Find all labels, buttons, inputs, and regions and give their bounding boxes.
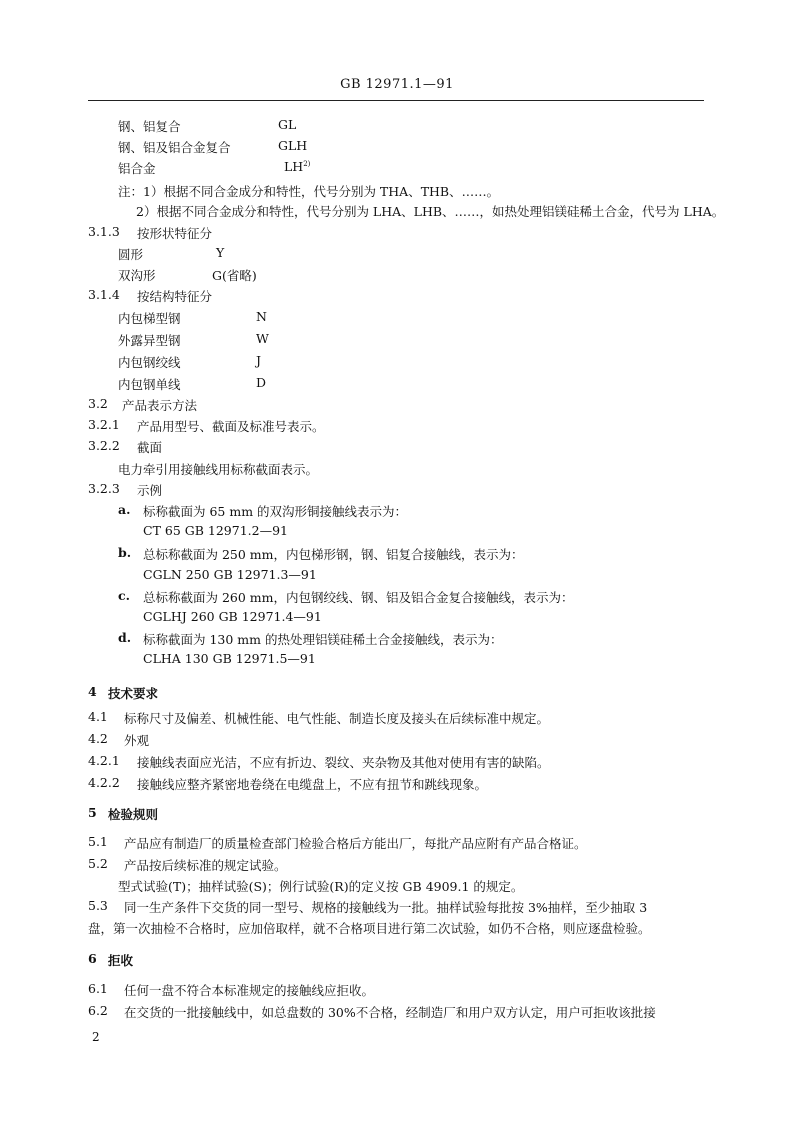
section-text: 任何一盘不符合本标准规定的接触线应拒收。 xyxy=(124,983,375,998)
example-code: CGLN 250 GB 12971.3—91 xyxy=(143,567,317,582)
example-label: d. xyxy=(118,630,132,645)
section-text: 电力牵引用接触线用标称截面表示。 xyxy=(118,462,319,477)
section-text: 在交货的一批接触线中，如总盘数的 30%不合格，经制造厂和用户双方认定，用户可拒收该批接 xyxy=(124,1005,656,1020)
section-text: 标称尺寸及偏差、机械性能、电气性能、制造长度及接头在后续标准中规定。 xyxy=(124,711,550,726)
item-name: 内包钢单线 xyxy=(118,377,181,392)
header-rule xyxy=(88,100,704,101)
item-code: Y xyxy=(216,245,225,260)
item-name: 圆形 xyxy=(118,247,144,262)
example-code: CLHA 130 GB 12971.5—91 xyxy=(143,651,316,666)
section-number: 5.2 xyxy=(88,856,108,871)
page-number: 2 xyxy=(92,1030,100,1044)
section-text: 产品按后续标准的规定试验。 xyxy=(124,858,287,873)
chapter-title: 检验规则 xyxy=(108,807,159,822)
example-label: a. xyxy=(118,502,131,517)
section-title: 截面 xyxy=(137,440,163,455)
item-code: N xyxy=(256,309,267,324)
example-label: b. xyxy=(118,545,132,560)
code-value: LH$^{2)}$ xyxy=(284,159,311,174)
section-text: 同一生产条件下交货的同一型号、规格的接触线为一批。抽样试验每批按 3%抽样，至少抽取 3 xyxy=(124,900,648,915)
chapter-number: 6 xyxy=(88,951,97,966)
section-number: 3.1.3 xyxy=(88,224,120,239)
chapter-number: 4 xyxy=(88,684,97,699)
section-text: 产品应有制造厂的质量检查部门检验合格后方能出厂，每批产品应附有产品合格证。 xyxy=(124,836,587,851)
section-number: 4.2.2 xyxy=(88,775,120,790)
section-number: 6.1 xyxy=(88,981,108,996)
code-name: 铝合金 xyxy=(118,161,156,176)
note-1: 注：1）根据不同合金成分和特性，代号分别为 THA、THB、……。 xyxy=(118,184,500,199)
code-name: 钢、铝复合 xyxy=(118,119,181,134)
section-number: 3.2.3 xyxy=(88,481,120,496)
example-text: 标称截面为 130 mm 的热处理铝镁硅稀土合金接触线，表示为： xyxy=(143,632,503,647)
section-number: 3.2.2 xyxy=(88,438,120,453)
section-number: 3.1.4 xyxy=(88,287,120,302)
section-text: 接触线应整齐紧密地卷绕在电缆盘上，不应有扭节和跳线现象。 xyxy=(137,777,488,792)
section-number: 5.1 xyxy=(88,834,108,849)
section-title: 按形状特征分 xyxy=(137,226,213,241)
example-code: CT 65 GB 12971.2—91 xyxy=(143,523,288,538)
item-code: G(省略) xyxy=(212,268,257,283)
example-label: c. xyxy=(118,588,130,603)
section-number: 4.1 xyxy=(88,709,108,724)
code-value: GLH xyxy=(278,138,308,153)
section-title: 外观 xyxy=(124,733,150,748)
section-text: 接触线表面应光洁，不应有折边、裂纹、夹杂物及其他对使用有害的缺陷。 xyxy=(137,755,550,770)
section-title: 产品表示方法 xyxy=(122,398,198,413)
chapter-title: 拒收 xyxy=(108,953,134,968)
section-number: 5.3 xyxy=(88,898,108,913)
section-number: 3.2 xyxy=(88,396,108,411)
item-name: 内包钢绞线 xyxy=(118,355,181,370)
section-number: 3.2.1 xyxy=(88,417,120,432)
code-name: 钢、铝及铝合金复合 xyxy=(118,140,231,155)
chapter-title: 技术要求 xyxy=(108,686,159,701)
item-code: J xyxy=(256,353,262,368)
section-number: 4.2 xyxy=(88,731,108,746)
chapter-number: 5 xyxy=(88,805,97,820)
section-text: 产品用型号、截面及标准号表示。 xyxy=(137,419,325,434)
section-text: 盘，第一次抽检不合格时，应加倍取样，就不合格项目进行第二次试验，如仍不合格，则应逐盘检验。 xyxy=(88,921,651,936)
section-number: 6.2 xyxy=(88,1003,108,1018)
example-text: 总标称截面为 260 mm，内包钢绞线、钢、铝及铝合金复合接触线，表示为： xyxy=(143,590,574,605)
page-header: GB 12971.1—91 xyxy=(340,77,454,92)
example-text: 总标称截面为 250 mm，内包梯形钢，钢、铝复合接触线，表示为： xyxy=(143,547,524,562)
item-code: D xyxy=(256,375,267,390)
section-number: 4.2.1 xyxy=(88,753,120,768)
item-name: 双沟形 xyxy=(118,268,156,283)
section-title: 示例 xyxy=(137,483,163,498)
item-name: 内包梯型钢 xyxy=(118,311,181,326)
example-code: CGLHJ 260 GB 12971.4—91 xyxy=(143,609,322,624)
code-value: GL xyxy=(278,117,297,132)
section-title: 按结构特征分 xyxy=(137,289,213,304)
item-code: W xyxy=(256,331,269,346)
item-name: 外露异型钢 xyxy=(118,333,181,348)
section-text: 型式试验(T)；抽样试验(S)；例行试验(R)的定义按 GB 4909.1 的规定。 xyxy=(118,879,524,894)
example-text: 标称截面为 65 mm 的双沟形铜接触线表示为： xyxy=(143,504,408,519)
note-2: 2）根据不同合金成分和特性，代号分别为 LHA、LHB、……，如热处理铝镁硅稀土合金，代号为 LHA。 xyxy=(136,204,725,219)
